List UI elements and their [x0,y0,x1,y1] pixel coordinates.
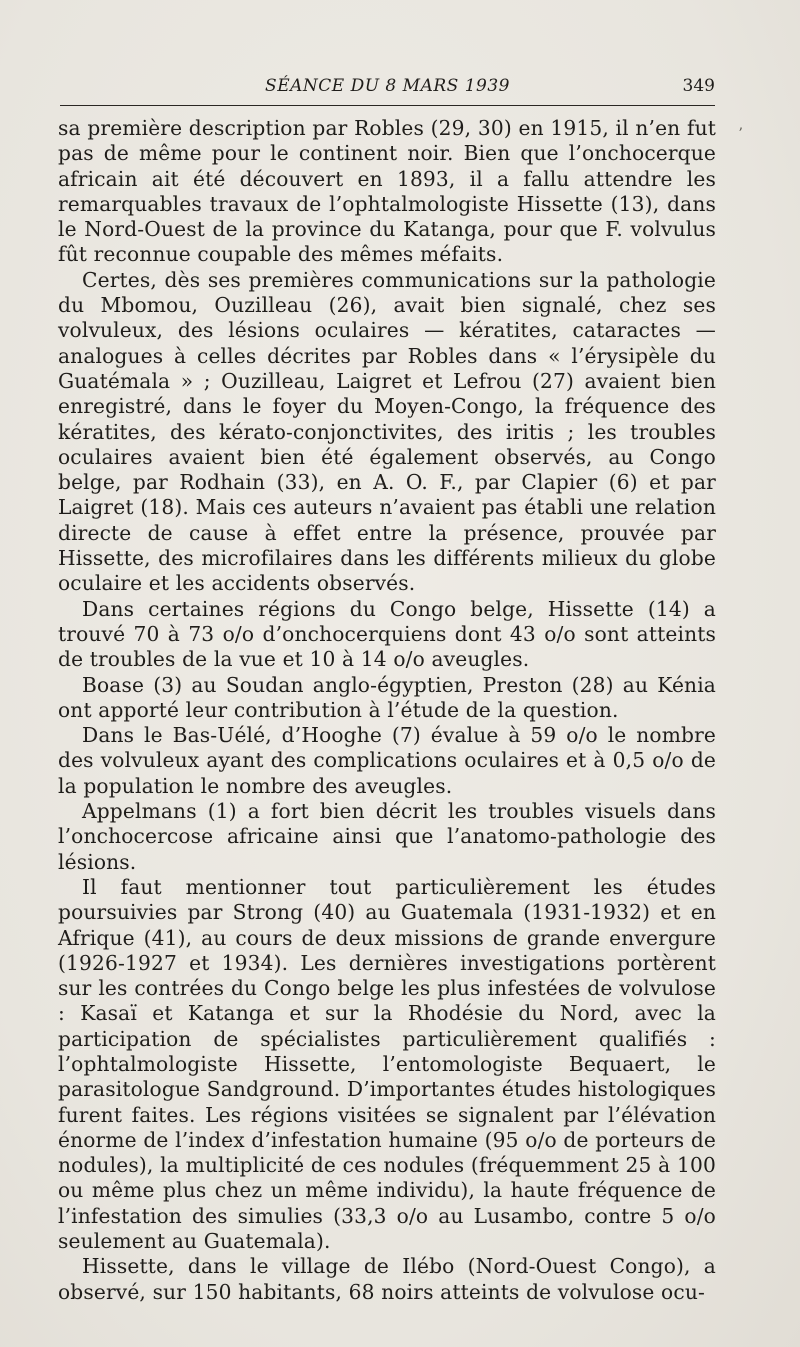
body-text [58,116,716,1305]
paragraph-continued: sa première description par Robles (29, 30) en 1915, il n’en fut pas de même pour le continent noir. Bien que l’onchocerque africain ait été découvert en 1893, il a fallu attendre les remarquables travaux de l’ophtalmologiste Hissette (13), dans le Nord-Ouest de la province du Katanga, pour que F. volvulus fût reconnue coupable des mêmes méfaits. [58,116,716,267]
paragraph: Boase (3) au Soudan anglo-égyptien, Preston (28) au Kénia ont apporté leur contribution à l’étude de la question. [58,672,716,722]
running-title: SÉANCE DU 8 MARS 1939 [265,76,510,96]
paragraph: Hissette, dans le village de Ilébo (Nord-Ouest Congo), a observé, sur 150 habitants, 68 noirs atteints de volvulose ocu- [58,1254,716,1304]
page-number: 349 [682,76,715,96]
margin-mark: ʼ [738,126,743,142]
page-header [60,70,715,100]
paragraph: Dans certaines régions du Congo belge, Hissette (14) a trouvé 70 à 73 o/o d’onchocerquiens dont 43 o/o sont atteints de troubles de la vue et 10 à 14 o/o aveugles. [58,596,716,672]
paragraph: Dans le Bas-Uélé, d’Hooghe (7) évalue à 59 o/o le nombre des volvuleux ayant des complications oculaires et à 0,5 o/o de la population le nombre des aveugles. [58,723,716,798]
paragraph: Appelmans (1) a fort bien décrit les troubles visuels dans l’onchocercose africaine ainsi que l’anatomo-pathologie des lésions. [58,799,716,874]
paragraph: Certes, dès ses premières communications sur la pathologie du Mbomou, Ouzilleau (26), avait bien signalé, chez ses volvuleux, des lésions oculaires — kératites, cataractes — analogues à celles décrites par Robles dans « l’érysipèle du Guatémala » ; Ouzilleau, Laigret et Lefrou (27) avaient bien enregistré, dans le foyer du Moyen-Congo, la fréquence des kératites, des kérato-conjonctivites, des iritis ; les troubles oculaires avaient bien été également observés, au Congo belge, par Rodhain (33), en A. O. F., par Clapier (6) et par Laigret (18). Mais ces auteurs n’avaient pas établi une relation directe de cause à effet entre la présence, prouvée par Hissette, des microfilaires dans les différents milieux du globe oculaire et les accidents observés. [58,267,716,596]
paragraph: Il faut mentionner tout particulièrement les études poursuivies par Strong (40) au Guatemala (1931-1932) et en Afrique (41), au cours de deux missions de grande envergure (1926-1927 et 1934). Les dernières investigations portèrent sur les contrées du Congo belge les plus infestées de volvulose : Kasaï et Katanga et sur la Rhodésie du Nord, avec la participation de spécialistes particulièrement qualifiés : l’ophtalmologiste Hissette, l’entomologiste Bequaert, le parasitologue Sandground. D’importantes études histologiques furent faites. Les régions visitées se signalent par l’élévation énorme de l’index d’infestation humaine (95 o/o de porteurs de nodules), la multiplicité de ces nodules (fréquemment 25 à 100 ou même plus chez un même individu), la haute fréquence de l’infestation des simulies (33,3 o/o au Lusambo, contre 5 o/o seulement au Guatemala). [58,874,716,1254]
header-rule [60,105,715,106]
